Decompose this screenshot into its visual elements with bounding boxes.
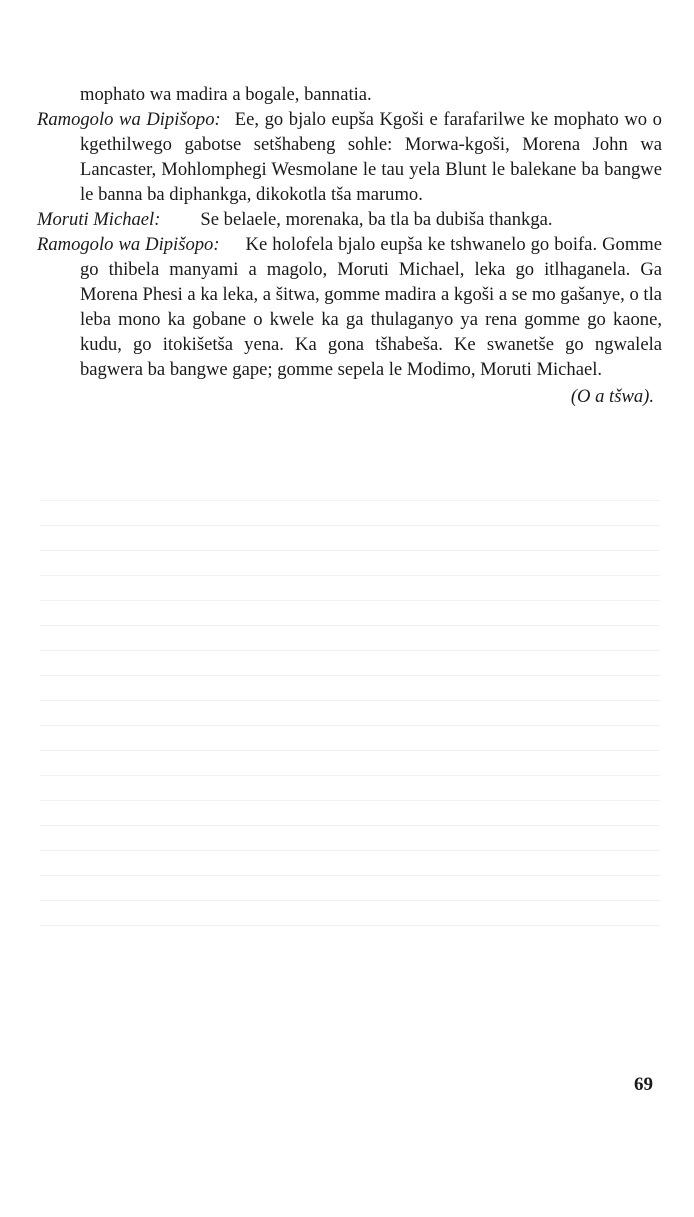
continuation-line: mophato wa madira a bogale, bannatia. xyxy=(80,84,372,105)
speech-ramogolo-1 xyxy=(37,107,662,207)
speech-text: Ee, go bjalo eupša Kgoši e farafarilwe ke mophato wo o kgethilwego gabotse setšhabeng sohle: Morwa-kgoši, Morena John wa Lancaster, Mohlomphegi Wesmolane le tau yela Blunt le balekane ba bangwe le banna ba diphankga, dikokotla tša marumo. xyxy=(80,109,662,205)
speech-michael xyxy=(37,207,662,232)
stage-direction: (O a tšwa). xyxy=(570,386,654,407)
speaker-name: Moruti Michael: xyxy=(37,209,161,230)
speaker-name: Ramogolo wa Dipišopo: xyxy=(37,109,221,130)
show-through-texture xyxy=(40,500,660,1000)
speaker-name: Ramogolo wa Dipišopo: xyxy=(37,234,220,255)
speech-text: Ke holofela bjalo eupša ke tshwanelo go boifa. Gomme go thibela manyami a magolo, Moruti Michael, leka go itlhaganela. Ga Morena Phesi a ka leka, a šitwa, gomme madira a kgoši a se mo gašanye, o tla leba mono ka gobane o kwele ka ga thulaganyo ya rena gomme go kaone, kudu, go itokišetša yena. Ka gona tšhabeša. Ke swanetše go ngwalela bagwera ba bangwe gape; gomme sepela le Modimo, Moruti Michael. xyxy=(80,234,662,380)
speech-text: Se belaele, morenaka, ba tla ba dubiša thankga. xyxy=(200,209,553,230)
dialogue-text xyxy=(37,82,662,409)
page-number: 69 xyxy=(634,1074,653,1095)
speech-ramogolo-2 xyxy=(37,232,662,382)
